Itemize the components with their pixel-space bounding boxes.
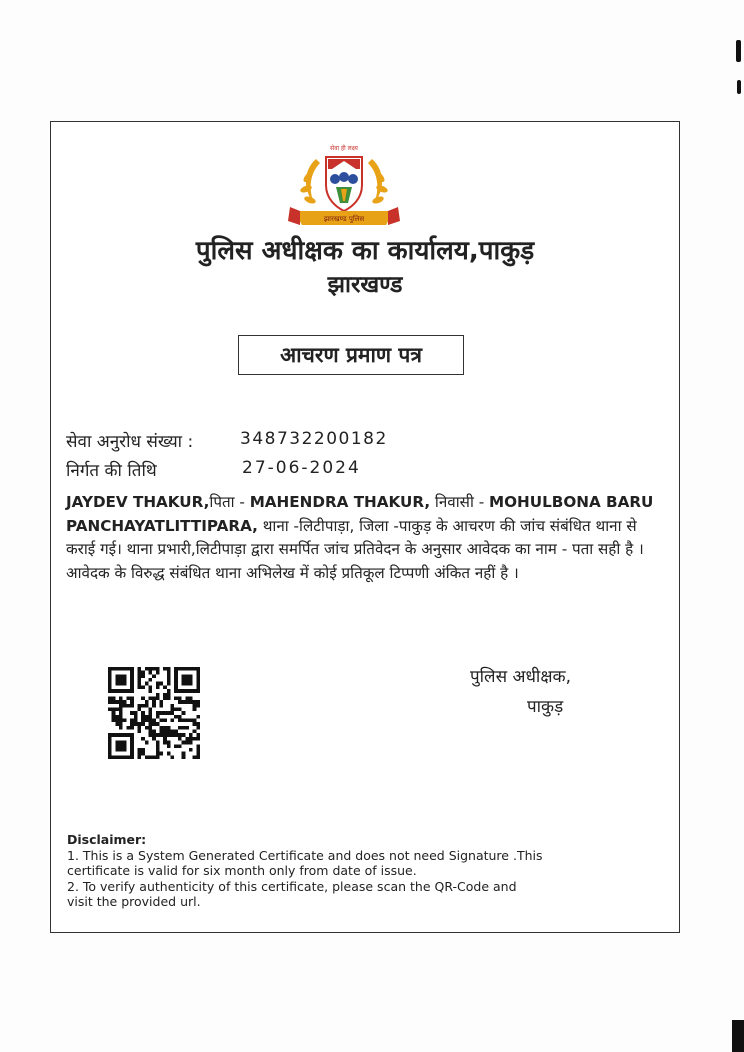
qr-module — [171, 704, 175, 708]
qr-module — [167, 671, 171, 675]
qr-module — [182, 733, 186, 737]
qr-module — [145, 667, 149, 671]
qr-module — [137, 685, 141, 689]
qr-module — [167, 752, 171, 756]
qr-module — [185, 726, 189, 730]
qr-module — [156, 733, 160, 737]
qr-module — [167, 667, 171, 671]
qr-module — [182, 719, 186, 723]
qr-module — [126, 696, 130, 700]
qr-module — [185, 696, 189, 700]
qr-module — [174, 744, 178, 748]
qr-module — [148, 707, 152, 711]
qr-module — [130, 696, 134, 700]
qr-module — [160, 730, 164, 734]
qr-module — [148, 685, 152, 689]
qr-module — [160, 682, 164, 686]
qr-module — [156, 748, 160, 752]
qr-module — [189, 719, 193, 723]
qr-module — [163, 667, 167, 671]
qr-module — [182, 674, 193, 685]
qr-module — [115, 700, 119, 704]
qr-module — [152, 737, 156, 741]
qr-module — [193, 737, 197, 741]
qr-module — [167, 696, 171, 700]
qr-module — [171, 707, 175, 711]
qr-module — [167, 726, 171, 730]
qr-module — [182, 726, 186, 730]
qr-module — [148, 733, 152, 737]
qr-module — [108, 700, 112, 704]
applicant-address: MOHULBONA BARU PANCHAYATLITTIPARA, — [66, 493, 654, 535]
qr-module — [148, 715, 152, 719]
qr-module — [163, 737, 167, 741]
qr-module — [178, 700, 182, 704]
qr-module — [178, 715, 182, 719]
disclaimer — [67, 832, 637, 910]
qr-module — [167, 693, 171, 697]
qr-module — [141, 674, 145, 678]
qr-module — [196, 733, 200, 737]
qr-module — [134, 711, 138, 715]
request-number-label: सेवा अनुरोध संख्या : — [66, 432, 194, 452]
qr-module — [130, 722, 134, 726]
qr-module — [130, 711, 134, 715]
qr-module — [148, 696, 152, 700]
qr-module — [167, 730, 171, 734]
qr-module — [189, 733, 193, 737]
qr-module — [156, 685, 160, 689]
disclaimer-line: certificate is valid for six month only from date of issue. — [67, 863, 417, 878]
qr-module — [112, 715, 116, 719]
qr-module — [148, 719, 152, 723]
qr-module — [196, 715, 200, 719]
qr-module — [182, 711, 186, 715]
qr-module — [178, 733, 182, 737]
qr-module — [141, 704, 145, 708]
qr-module — [148, 711, 152, 715]
qr-module — [167, 741, 171, 745]
qr-module — [174, 715, 178, 719]
request-number-value: 348732200182 — [240, 429, 388, 449]
qr-module — [171, 755, 175, 759]
qr-module — [171, 719, 175, 723]
qr-module — [156, 744, 160, 748]
qr-module — [185, 719, 189, 723]
qr-module — [141, 719, 145, 723]
qr-module — [185, 737, 189, 741]
qr-module — [182, 752, 186, 756]
qr-module — [137, 730, 141, 734]
qr-module — [145, 715, 149, 719]
qr-module — [130, 719, 134, 723]
qr-module — [156, 667, 160, 671]
qr-module — [119, 715, 123, 719]
qr-module — [152, 667, 156, 671]
qr-module — [152, 674, 156, 678]
qr-module — [189, 741, 193, 745]
qr-module — [152, 755, 156, 759]
qr-module — [119, 726, 123, 730]
qr-module — [160, 726, 164, 730]
qr-module — [148, 722, 152, 726]
qr-module — [171, 711, 175, 715]
qr-module — [156, 696, 160, 700]
disclaimer-line: 1. This is a System Generated Certificate and does not need Signature .This — [67, 847, 543, 863]
qr-module — [156, 693, 160, 697]
disclaimer-heading: Disclaimer: — [67, 832, 147, 847]
qr-module — [148, 755, 152, 759]
qr-module — [115, 722, 119, 726]
qr-module — [163, 726, 167, 730]
qr-module — [196, 726, 200, 730]
qr-module — [189, 700, 193, 704]
qr-module — [145, 741, 149, 745]
scan-edge-mark — [732, 1020, 744, 1052]
qr-module — [156, 682, 160, 686]
qr-module — [145, 700, 149, 704]
qr-module — [160, 704, 164, 708]
qr-module — [160, 711, 164, 715]
qr-module — [193, 719, 197, 723]
qr-module — [163, 719, 167, 723]
qr-module — [148, 730, 152, 734]
qr-module — [178, 737, 182, 741]
issue-date-row — [66, 458, 361, 481]
qr-module — [148, 678, 152, 682]
qr-module — [167, 678, 171, 682]
qr-module — [174, 696, 178, 700]
qr-module — [137, 678, 141, 682]
qr-module — [145, 726, 149, 730]
qr-module — [178, 696, 182, 700]
qr-module — [178, 719, 182, 723]
qr-module — [112, 719, 116, 723]
qr-module — [160, 700, 164, 704]
signatory-place: पाकुड़ — [527, 697, 564, 717]
disclaimer-line: visit the provided url. — [67, 894, 201, 909]
qr-module — [160, 733, 164, 737]
disclaimer-line: 2. To verify authenticity of this certificate, please scan the QR-Code and — [67, 878, 517, 894]
qr-module — [112, 707, 116, 711]
qr-module — [189, 737, 193, 741]
qr-module — [152, 719, 156, 723]
emblem-banner-text: झारखण्ड पुलिस — [323, 215, 365, 223]
qr-module — [137, 726, 141, 730]
qr-module — [196, 700, 200, 704]
certificate-body — [66, 491, 666, 585]
qr-module — [130, 726, 134, 730]
qr-module — [196, 748, 200, 752]
qr-module — [145, 755, 149, 759]
qr-module — [130, 704, 134, 708]
qr-module — [163, 696, 167, 700]
signatory-designation: पुलिस अधीक्षक, — [470, 667, 571, 687]
qr-module — [137, 682, 141, 686]
qr-module — [141, 752, 145, 756]
qr-module — [156, 711, 160, 715]
qr-module — [137, 707, 141, 711]
qr-module — [193, 704, 197, 708]
qr-module — [178, 744, 182, 748]
qr-module — [193, 700, 197, 704]
qr-module — [152, 696, 156, 700]
qr-module — [178, 726, 182, 730]
qr-module — [126, 704, 130, 708]
scan-edge-mark — [736, 40, 741, 62]
qr-module — [119, 711, 123, 715]
qr-module — [193, 722, 197, 726]
qr-module — [130, 700, 134, 704]
qr-module — [152, 704, 156, 708]
qr-module — [115, 715, 119, 719]
qr-module — [137, 748, 141, 752]
qr-module — [141, 711, 145, 715]
scan-edge-mark — [737, 80, 741, 94]
qr-module — [152, 722, 156, 726]
certificate-title: आचरण प्रमाण पत्र — [238, 335, 464, 375]
qr-module — [196, 722, 200, 726]
qr-module — [167, 689, 171, 693]
qr-module — [196, 755, 200, 759]
qr-module — [115, 707, 119, 711]
qr-module — [145, 704, 149, 708]
qr-module — [182, 741, 186, 745]
qr-module — [196, 737, 200, 741]
qr-module — [163, 741, 167, 745]
father-label: पिता - — [209, 493, 250, 511]
qr-module — [141, 696, 145, 700]
qr-module — [119, 704, 123, 708]
qr-module — [119, 719, 123, 723]
qr-module — [141, 748, 145, 752]
qr-module — [141, 671, 145, 675]
qr-module — [145, 719, 149, 723]
verification-qr-code[interactable] — [108, 667, 200, 759]
qr-module — [123, 704, 127, 708]
qr-module — [148, 726, 152, 730]
qr-module — [178, 707, 182, 711]
qr-module — [167, 733, 171, 737]
qr-module — [174, 730, 178, 734]
request-number-row — [66, 429, 388, 452]
qr-module — [185, 741, 189, 745]
qr-module — [148, 667, 152, 671]
qr-module — [189, 696, 193, 700]
qr-module — [112, 696, 116, 700]
qr-module — [156, 755, 160, 759]
qr-module — [119, 700, 123, 704]
qr-module — [193, 707, 197, 711]
qr-module — [163, 693, 167, 697]
qr-module — [134, 719, 138, 723]
qr-module — [119, 696, 123, 700]
qr-module — [196, 744, 200, 748]
verification-text: थाना -लिटीपाड़ा, जिला -पाकुड़ के आचरण की जांच संबंधित थाना से कराई गई। थाना प्रभारी,लिटीपाड़ा द्वारा समर्पित जांच प्रतिवेदन के अनुसार आवेदक का नाम - पता सही है । आवेदक के विरुद्ध संबंधित थाना अभिलेख में कोई प्रतिकूल टिप्पणी अंकित नहीं है । — [66, 516, 644, 582]
qr-module — [174, 733, 178, 737]
qr-module — [189, 748, 193, 752]
qr-module — [182, 755, 186, 759]
qr-module — [156, 715, 160, 719]
qr-module — [163, 685, 167, 689]
qr-module — [115, 674, 126, 685]
qr-module — [141, 685, 145, 689]
qr-module — [163, 730, 167, 734]
qr-module — [163, 733, 167, 737]
qr-module — [148, 671, 152, 675]
qr-module — [137, 722, 141, 726]
emblem-motto: सेवा ही लक्ष्य — [330, 145, 358, 152]
qr-module — [119, 722, 123, 726]
qr-module — [167, 674, 171, 678]
qr-module — [108, 707, 112, 711]
qr-module — [152, 733, 156, 737]
qr-module — [167, 744, 171, 748]
qr-module — [152, 700, 156, 704]
qr-module — [141, 722, 145, 726]
qr-module — [196, 704, 200, 708]
jharkhand-police-emblem — [286, 137, 402, 237]
qr-module — [112, 700, 116, 704]
qr-module — [134, 722, 138, 726]
qr-module — [148, 689, 152, 693]
qr-module — [108, 696, 112, 700]
qr-module — [156, 741, 160, 745]
qr-module — [160, 719, 164, 723]
qr-module — [137, 752, 141, 756]
qr-module — [185, 700, 189, 704]
qr-module — [137, 674, 141, 678]
qr-module — [182, 700, 186, 704]
qr-module — [163, 711, 167, 715]
qr-module — [196, 752, 200, 756]
qr-module — [193, 730, 197, 734]
qr-module — [171, 733, 175, 737]
qr-module — [137, 671, 141, 675]
qr-module — [193, 755, 197, 759]
office-title: पुलिस अधीक्षक का कार्यालय,पाकुड़ — [195, 236, 535, 266]
qr-module — [160, 752, 164, 756]
qr-module — [115, 719, 119, 723]
qr-module — [174, 707, 178, 711]
father-name: MAHENDRA THAKUR, — [249, 493, 431, 511]
qr-module — [112, 711, 116, 715]
qr-module — [137, 755, 141, 759]
qr-module — [134, 715, 138, 719]
qr-module — [119, 707, 123, 711]
qr-module — [156, 752, 160, 756]
qr-module — [167, 682, 171, 686]
qr-module — [152, 730, 156, 734]
applicant-name: JAYDEV THAKUR, — [66, 493, 210, 511]
issue-date-label: निर्गत की तिथि — [66, 461, 157, 481]
qr-module — [141, 737, 145, 741]
qr-module — [123, 700, 127, 704]
qr-module — [137, 704, 141, 708]
issue-date-value: 27-06-2024 — [242, 458, 361, 478]
qr-module — [137, 667, 141, 671]
qr-module — [156, 722, 160, 726]
qr-module — [171, 730, 175, 734]
qr-module — [167, 711, 171, 715]
qr-module — [141, 715, 145, 719]
state-title: झारखण्ड — [327, 272, 403, 298]
qr-module — [156, 671, 160, 675]
qr-module — [115, 741, 126, 752]
resident-label: निवासी - — [430, 493, 485, 511]
qr-module — [145, 682, 149, 686]
qr-module — [126, 726, 130, 730]
qr-module — [123, 719, 127, 723]
